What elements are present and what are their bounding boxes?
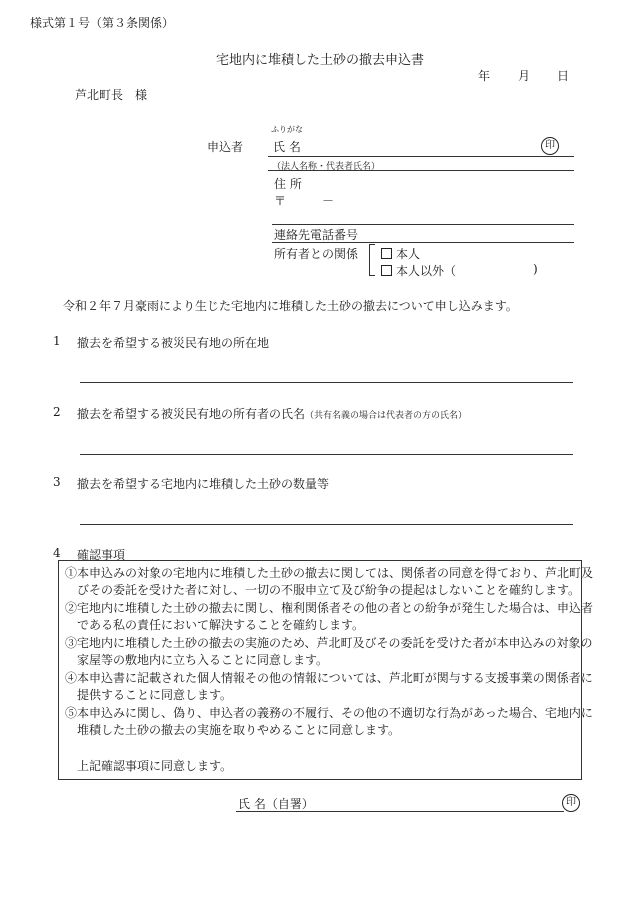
confirmation-line-4: である私の責任において解決することを確約します。 [65,618,365,632]
intro-text: 令和２年７月豪雨により生じた宅地内に堆積した土砂の撤去について申し込みます。 [63,299,518,313]
item-3-field-line[interactable] [80,524,573,525]
confirmation-line-9: ⑤本申込みに関し、偽り、申込者の義務の不履行、その他の不適切な行為があった場合、宅地内に [65,706,593,720]
item-2-label [77,405,467,422]
item-4-number: 4 [53,546,61,560]
confirmation-line-10: 堆積した土砂の撤去の実施を取りやめることに同意します。 [65,723,401,737]
item-2-note: （共有名義の場合は代表者の方の氏名） [305,411,468,421]
address-label: 住 所 [274,177,302,191]
postal-mark: 〒 [274,194,287,208]
confirmation-line-6: 家屋等の敷地内に立ち入ることに同意します。 [65,653,329,667]
furigana-label: ふりがな [271,125,303,134]
form-number: 様式第１号（第３条関係） [30,16,175,30]
addressee: 芦北町長 様 [75,88,148,102]
document-title: 宅地内に堆積した土砂の撤去申込書 [216,53,425,68]
item-2-field-line[interactable] [80,454,573,455]
confirmation-line-2: びその委託を受けた者に対し、一切の不服申立て及び紛争の提起はしないことを確約します。 [65,583,581,597]
seal-mark-applicant: 印 [541,137,559,155]
relation-label: 所有者との関係 [274,247,359,261]
date-month: 月 [518,69,531,83]
item-2-label-text: 撤去を希望する被災民有地の所有者の氏名 [77,407,306,421]
checkbox-other[interactable] [381,265,392,276]
relation-option-self[interactable]: 本人 [381,245,420,262]
signature-label: 氏 名（自署） [238,797,314,811]
address-field-line[interactable] [272,224,574,225]
seal-mark-signature: 印 [562,794,580,812]
item-3-number: 3 [53,475,61,489]
relation-close-paren: ) [533,262,538,276]
name-label: 氏 名 [273,140,301,154]
confirmation-line-8: 提供することに同意します。 [65,688,233,702]
item-1-field-line[interactable] [80,382,573,383]
item-4-label: 確認事項 [77,548,126,562]
item-2-number: 2 [53,405,61,419]
confirmation-line-5: ③宅地内に堆積した土砂の撤去の実施のため、芦北町及びその委託を受けた者が本申込みの対象の [65,636,593,650]
relation-option-other[interactable]: 本人以外（ [381,262,456,279]
date-day: 日 [557,69,570,83]
confirmation-box [58,560,594,780]
item-1-label: 撤去を希望する被災民有地の所在地 [77,336,270,350]
date-year: 年 [478,69,491,83]
postal-dash: － [322,194,335,208]
phone-label: 連絡先電話番号 [274,228,359,242]
applicant-label: 申込者 [207,140,244,154]
signature-field-line[interactable] [236,811,564,812]
corp-field-line[interactable] [268,170,574,171]
confirmation-line-7: ④本申込書に記載された個人情報その他の情報については、芦北町が関与する支援事業の関係者に [65,671,593,685]
item-3-label: 撤去を希望する宅地内に堆積した土砂の数量等 [77,477,330,491]
confirmation-line-1: ①本申込みの対象の宅地内に堆積した土砂の撤去に関しては、関係者の同意を得ており、芦北町及 [65,566,594,580]
corp-note: （法人名称・代表者氏名） [272,162,381,172]
checkbox-self[interactable] [381,248,392,259]
item-1-number: 1 [53,334,61,348]
relation-bracket [369,244,375,276]
confirmation-agree: 上記確認事項に同意します。 [77,759,233,773]
phone-field-line[interactable] [272,242,574,243]
name-field-line[interactable] [268,156,574,157]
confirmation-line-3: ②宅地内に堆積した土砂の撤去に関し、権利関係者その他の者との紛争が発生した場合は、申込者 [65,601,594,615]
